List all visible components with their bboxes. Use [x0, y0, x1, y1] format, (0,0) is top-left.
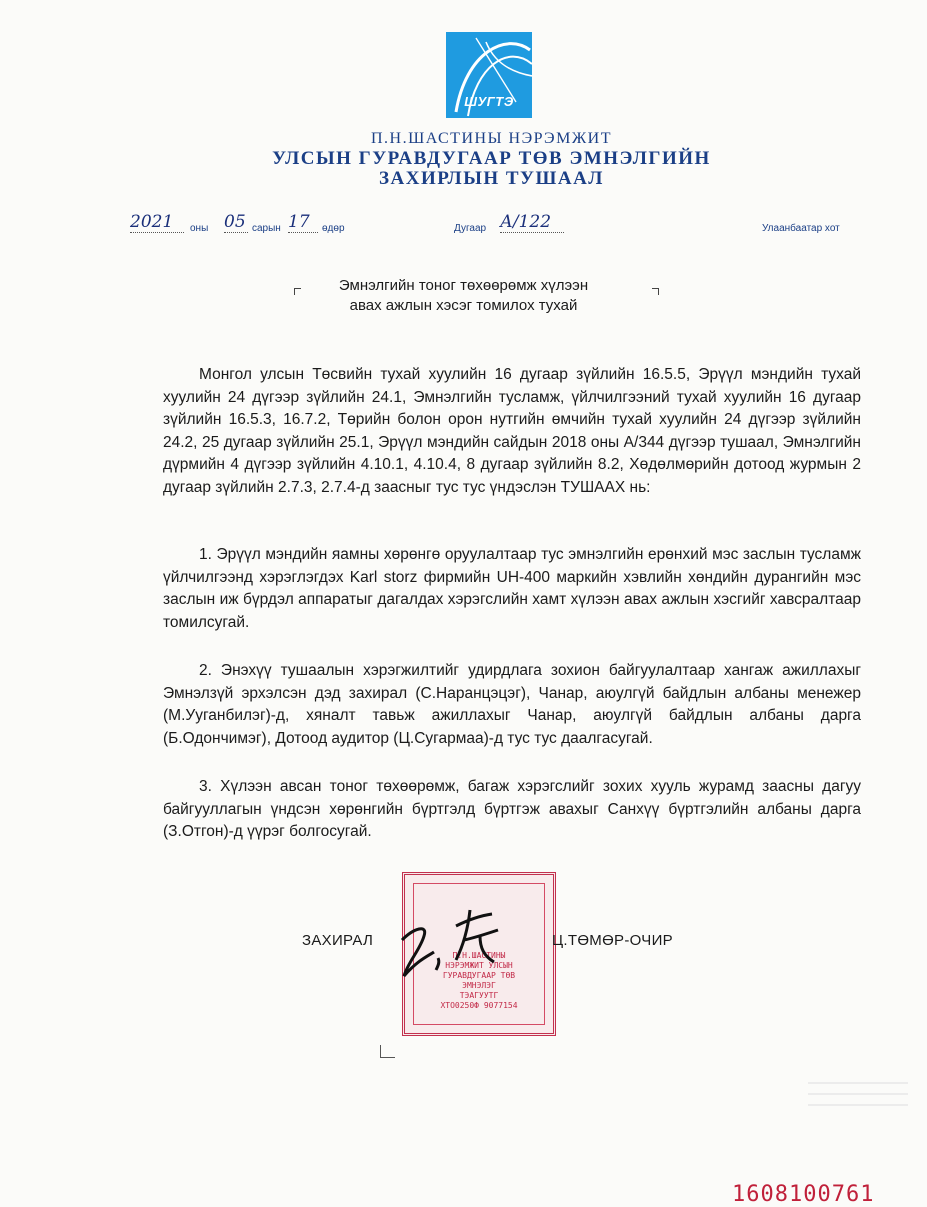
date-day-label: өдөр [322, 223, 345, 234]
signatory-name: Ц.ТӨМӨР-ОЧИР [552, 932, 673, 949]
hospital-logo [446, 32, 532, 118]
stamp-line-3: ГУРАВДУГААР ТӨВ [442, 971, 516, 980]
header-line-2: УЛСЫН ГУРАВДУГААР ТӨВ ЭМНЭЛГИЙН [272, 148, 711, 169]
date-year: 2021 [130, 212, 184, 233]
order-number-label: Дугаар [454, 223, 487, 234]
stamp-line-4: ЭМНЭЛЭГ [462, 981, 496, 990]
stamp-line-5: ТЭАГУУТГ [459, 991, 499, 1000]
date-month: 05 [224, 212, 248, 233]
date-number-row [0, 212, 927, 242]
handwritten-signature [394, 900, 514, 990]
title-line-1: Эмнэлгийн тоног төхөөрөмж хүлээн [338, 277, 589, 294]
signature-corner-mark [380, 1045, 395, 1058]
stamp-line-2: НЭРЭМЖИТ УЛСЫН [445, 961, 513, 970]
date-day: 17 [288, 212, 318, 233]
logo-text: ШУГТЭ [464, 94, 514, 109]
header-line-3: ЗАХИРЛЫН ТУШААЛ [379, 168, 604, 189]
date-month-label: сарын [252, 223, 281, 234]
order-title [0, 276, 927, 316]
title-line-2: авах ажлын хэсэг томилох тухай [349, 297, 578, 314]
city-label: Улаанбаатар хот [762, 223, 840, 234]
order-item-1: 1. Эрүүл мэндийн яамны хөрөнгө оруулалтаар тус эмнэлгийн ерөнхий мэс заслын тусламж үйлчилгээнд хэрэглэгдэх Karl storz фирмийн UH-400 маркийн хэвлийн хөндийн дурангийн мэс заслын иж бүрдэл аппаратыг дагалдах хэрэгслийн хамт хүлээн авах ажлын хэсгийг хавсралтаар томилсугай. [163, 546, 861, 631]
header-line-1: П.Н.ШАСТИНЫ НЭРЭМЖИТ [371, 130, 612, 147]
serial-number: 1608100761 [732, 1182, 875, 1207]
date-year-label: оны [190, 223, 209, 234]
order-item-3: 3. Хүлээн авсан тоног төхөөрөмж, багаж хэрэгслийг зохих хууль журамд заасны дагуу байгууллагын үндсэн хөрөнгийн бүртгэлд бүртгэж авахыг Санхүү бүртгэлийн албаны дарга (З.Отгон)-д үүрэг болгосугай. [163, 778, 861, 840]
stamp-line-1: П.Н.ШАСТИНЫ [452, 951, 506, 960]
faint-bleed-through [808, 1082, 908, 1115]
preamble-paragraph: Монгол улсын Төсвийн тухай хуулийн 16 дугаар зүйлийн 16.5.5, Эрүүл мэндийн тухай хуулийн 24 дүгээр зүйлийн 24.1, Эмнэлгийн тусламж, үйлчилгээний тухай хуулийн 16 дугаар зүйлийн 16.5.3, 16.7.2, Төрийн болон орон нутгийн өмчийн тухай хуулийн 24 дүгээр зүйлийн 24.2, 25 дугаар зүйлийн 25.1, Эрүүл мэндийн сайдын 2018 оны А/344 дүгээр тушаал, Эмнэлгийн дүрмийн 4 дүгээр зүйлийн 4.10.1, 4.10.4, 8 дугаар зүйлийн 8.2, Хөдөлмөрийн дотоод журмын 2 дугаар зүйлийн 2.7.3, 2.7.4-д заасныг тус тус үндэслэн ТУШААХ нь: [163, 366, 861, 496]
signatory-position: ЗАХИРАЛ [302, 932, 374, 949]
order-item-2: 2. Энэхүү тушаалын хэрэгжилтийг удирдлага зохион байгуулалтаар хангаж ажиллахыг Эмнэлзүй эрхэлсэн дэд захирал (С.Наранцэцэг), Чанар, аюулгүй байдлын албаны менежер (М.Ууганбилэг)-д, хяналт тавьж ажиллахыг Чанар, аюулгүй байдлын албаны дарга (Б.Одончимэг), Дотоод аудитор (Ц.Сугармаа)-д тус тус даалгасугай. [163, 662, 861, 747]
stamp-line-6: ХТО0250Ф 9077154 [440, 1001, 518, 1010]
order-number: А/122 [500, 212, 564, 233]
